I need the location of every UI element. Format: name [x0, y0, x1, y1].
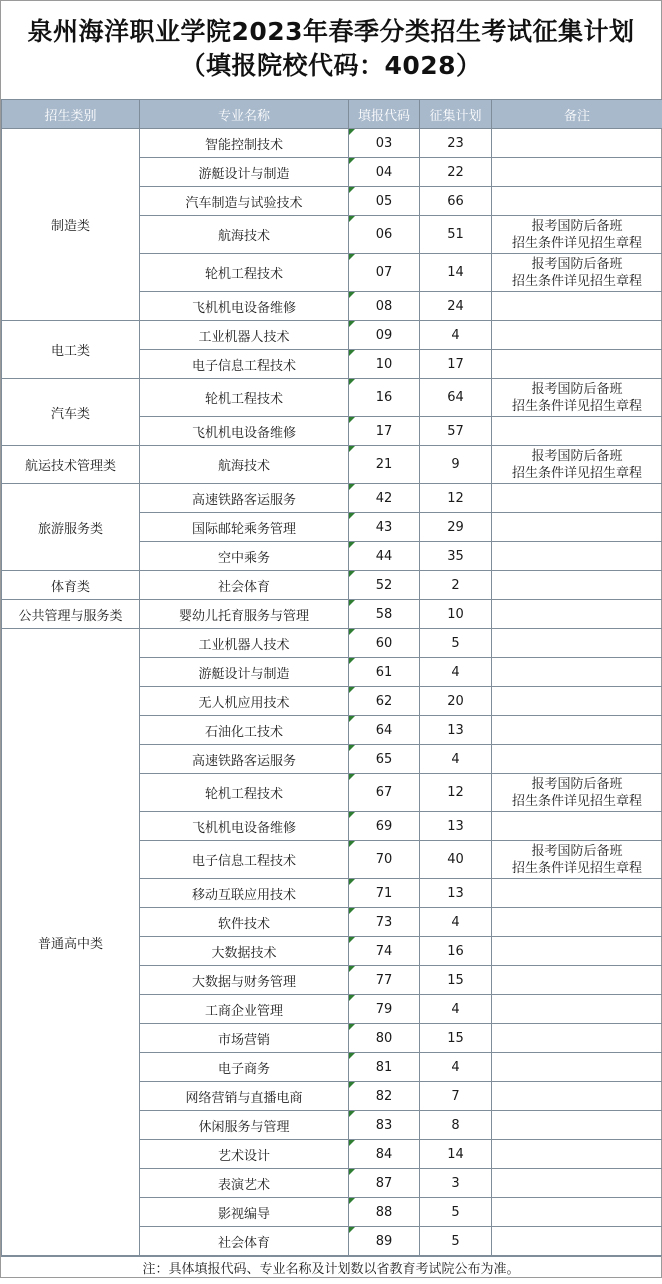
note-cell [492, 774, 662, 812]
plan-cell: 16 [420, 937, 492, 966]
note-cell [492, 937, 662, 966]
plan-cell: 51 [420, 216, 492, 254]
major-cell: 轮机工程技术 [140, 254, 349, 292]
code-cell: 61 [349, 658, 420, 687]
code-cell: 21 [349, 446, 420, 484]
header-category: 招生类别 [2, 100, 140, 129]
note-cell [492, 542, 662, 571]
note-line: 报考国防后备班 [492, 256, 662, 273]
major-cell: 轮机工程技术 [140, 379, 349, 417]
note-cell [492, 995, 662, 1024]
note-cell [492, 687, 662, 716]
plan-cell: 4 [420, 745, 492, 774]
note-cell [492, 417, 662, 446]
plan-cell: 3 [420, 1169, 492, 1198]
note-cell [492, 350, 662, 379]
plan-cell: 13 [420, 716, 492, 745]
plan-cell: 5 [420, 629, 492, 658]
note-cell [492, 1140, 662, 1169]
code-cell: 84 [349, 1140, 420, 1169]
major-cell: 电子信息工程技术 [140, 350, 349, 379]
table-header-row [2, 100, 662, 129]
note-cell [492, 1227, 662, 1256]
code-cell: 74 [349, 937, 420, 966]
note-cell [492, 513, 662, 542]
plan-cell: 15 [420, 1024, 492, 1053]
category-cell: 普通高中类 [2, 629, 140, 1256]
plan-cell: 12 [420, 774, 492, 812]
table-row [2, 600, 662, 629]
plan-cell: 64 [420, 379, 492, 417]
code-cell: 05 [349, 187, 420, 216]
code-cell: 88 [349, 1198, 420, 1227]
note-cell [492, 254, 662, 292]
code-cell: 67 [349, 774, 420, 812]
code-cell: 04 [349, 158, 420, 187]
major-cell: 智能控制技术 [140, 129, 349, 158]
code-cell: 80 [349, 1024, 420, 1053]
note-line: 报考国防后备班 [492, 776, 662, 793]
code-cell: 07 [349, 254, 420, 292]
major-cell: 轮机工程技术 [140, 774, 349, 812]
category-cell: 电工类 [2, 321, 140, 379]
note-cell [492, 841, 662, 879]
major-cell: 高速铁路客运服务 [140, 484, 349, 513]
note-line: 招生条件详见招生章程 [492, 793, 662, 810]
plan-cell: 66 [420, 187, 492, 216]
note-line: 招生条件详见招生章程 [492, 465, 662, 482]
category-cell: 汽车类 [2, 379, 140, 446]
code-cell: 43 [349, 513, 420, 542]
code-cell: 82 [349, 1082, 420, 1111]
code-cell: 79 [349, 995, 420, 1024]
header-plan: 征集计划 [420, 100, 492, 129]
table-row [2, 629, 662, 658]
table-row [2, 446, 662, 484]
note-cell [492, 484, 662, 513]
major-cell: 石油化工技术 [140, 716, 349, 745]
major-cell: 影视编导 [140, 1198, 349, 1227]
note-cell [492, 1198, 662, 1227]
table-row [2, 484, 662, 513]
note-cell [492, 158, 662, 187]
note-cell [492, 745, 662, 774]
document-title [1, 1, 661, 99]
plan-cell: 17 [420, 350, 492, 379]
note-cell [492, 879, 662, 908]
note-line: 报考国防后备班 [492, 381, 662, 398]
category-cell: 航运技术管理类 [2, 446, 140, 484]
note-cell [492, 629, 662, 658]
note-line: 招生条件详见招生章程 [492, 860, 662, 877]
note-cell [492, 321, 662, 350]
code-cell: 08 [349, 292, 420, 321]
code-cell: 65 [349, 745, 420, 774]
plan-cell: 22 [420, 158, 492, 187]
plan-cell: 15 [420, 966, 492, 995]
table-row [2, 379, 662, 417]
plan-cell: 2 [420, 571, 492, 600]
major-cell: 网络营销与直播电商 [140, 1082, 349, 1111]
plan-cell: 14 [420, 254, 492, 292]
code-cell: 73 [349, 908, 420, 937]
code-cell: 62 [349, 687, 420, 716]
major-cell: 移动互联应用技术 [140, 879, 349, 908]
note-cell [492, 1169, 662, 1198]
plan-cell: 10 [420, 600, 492, 629]
note-cell [492, 716, 662, 745]
note-cell [492, 187, 662, 216]
table-body [2, 129, 662, 1256]
plan-cell: 5 [420, 1227, 492, 1256]
plan-cell: 29 [420, 513, 492, 542]
plan-cell: 8 [420, 1111, 492, 1140]
code-cell: 52 [349, 571, 420, 600]
major-cell: 工业机器人技术 [140, 321, 349, 350]
major-cell: 航海技术 [140, 446, 349, 484]
code-cell: 71 [349, 879, 420, 908]
note-cell [492, 658, 662, 687]
title-line-2: （填报院校代码：4028） [1, 49, 661, 83]
code-cell: 09 [349, 321, 420, 350]
table-row [2, 571, 662, 600]
plan-cell: 20 [420, 687, 492, 716]
code-cell: 16 [349, 379, 420, 417]
note-cell [492, 1024, 662, 1053]
enrollment-table [1, 99, 662, 1256]
major-cell: 大数据与财务管理 [140, 966, 349, 995]
major-cell: 工业机器人技术 [140, 629, 349, 658]
plan-cell: 4 [420, 1053, 492, 1082]
major-cell: 表演艺术 [140, 1169, 349, 1198]
note-cell [492, 1053, 662, 1082]
code-cell: 81 [349, 1053, 420, 1082]
plan-cell: 40 [420, 841, 492, 879]
major-cell: 电子信息工程技术 [140, 841, 349, 879]
note-cell [492, 216, 662, 254]
major-cell: 大数据技术 [140, 937, 349, 966]
major-cell: 游艇设计与制造 [140, 658, 349, 687]
header-note: 备注 [492, 100, 662, 129]
major-cell: 电子商务 [140, 1053, 349, 1082]
code-cell: 77 [349, 966, 420, 995]
major-cell: 市场营销 [140, 1024, 349, 1053]
header-major: 专业名称 [140, 100, 349, 129]
plan-cell: 12 [420, 484, 492, 513]
note-cell [492, 379, 662, 417]
major-cell: 无人机应用技术 [140, 687, 349, 716]
plan-cell: 14 [420, 1140, 492, 1169]
code-cell: 17 [349, 417, 420, 446]
major-cell: 工商企业管理 [140, 995, 349, 1024]
plan-cell: 5 [420, 1198, 492, 1227]
note-cell [492, 908, 662, 937]
header-code: 填报代码 [349, 100, 420, 129]
note-cell [492, 129, 662, 158]
note-cell [492, 446, 662, 484]
note-cell [492, 966, 662, 995]
note-line: 招生条件详见招生章程 [492, 398, 662, 415]
major-cell: 高速铁路客运服务 [140, 745, 349, 774]
code-cell: 69 [349, 812, 420, 841]
code-cell: 64 [349, 716, 420, 745]
note-line: 招生条件详见招生章程 [492, 235, 662, 252]
category-cell: 制造类 [2, 129, 140, 321]
major-cell: 汽车制造与试验技术 [140, 187, 349, 216]
plan-cell: 4 [420, 658, 492, 687]
note-line: 报考国防后备班 [492, 448, 662, 465]
major-cell: 社会体育 [140, 571, 349, 600]
major-cell: 婴幼儿托育服务与管理 [140, 600, 349, 629]
code-cell: 89 [349, 1227, 420, 1256]
plan-cell: 13 [420, 879, 492, 908]
note-line: 报考国防后备班 [492, 218, 662, 235]
plan-cell: 4 [420, 908, 492, 937]
table-row [2, 129, 662, 158]
note-cell [492, 600, 662, 629]
code-cell: 03 [349, 129, 420, 158]
code-cell: 60 [349, 629, 420, 658]
code-cell: 10 [349, 350, 420, 379]
note-line: 报考国防后备班 [492, 843, 662, 860]
note-line: 招生条件详见招生章程 [492, 273, 662, 290]
major-cell: 游艇设计与制造 [140, 158, 349, 187]
major-cell: 空中乘务 [140, 542, 349, 571]
code-cell: 44 [349, 542, 420, 571]
code-cell: 83 [349, 1111, 420, 1140]
title-line-1: 泉州海洋职业学院2023年春季分类招生考试征集计划 [1, 15, 661, 49]
table-row [2, 321, 662, 350]
plan-cell: 57 [420, 417, 492, 446]
plan-cell: 4 [420, 995, 492, 1024]
major-cell: 航海技术 [140, 216, 349, 254]
code-cell: 42 [349, 484, 420, 513]
note-cell [492, 1082, 662, 1111]
major-cell: 国际邮轮乘务管理 [140, 513, 349, 542]
code-cell: 70 [349, 841, 420, 879]
code-cell: 06 [349, 216, 420, 254]
category-cell: 体育类 [2, 571, 140, 600]
category-cell: 公共管理与服务类 [2, 600, 140, 629]
plan-cell: 9 [420, 446, 492, 484]
major-cell: 艺术设计 [140, 1140, 349, 1169]
major-cell: 飞机机电设备维修 [140, 417, 349, 446]
footer-note: 注：具体填报代码、专业名称及计划数以省教育考试院公布为准。 [1, 1256, 661, 1284]
note-cell [492, 1111, 662, 1140]
major-cell: 软件技术 [140, 908, 349, 937]
note-cell [492, 292, 662, 321]
plan-cell: 7 [420, 1082, 492, 1111]
major-cell: 飞机机电设备维修 [140, 292, 349, 321]
note-cell [492, 812, 662, 841]
code-cell: 58 [349, 600, 420, 629]
major-cell: 休闲服务与管理 [140, 1111, 349, 1140]
plan-cell: 35 [420, 542, 492, 571]
note-cell [492, 571, 662, 600]
plan-cell: 24 [420, 292, 492, 321]
plan-cell: 23 [420, 129, 492, 158]
category-cell: 旅游服务类 [2, 484, 140, 571]
major-cell: 飞机机电设备维修 [140, 812, 349, 841]
plan-cell: 13 [420, 812, 492, 841]
plan-cell: 4 [420, 321, 492, 350]
major-cell: 社会体育 [140, 1227, 349, 1256]
code-cell: 87 [349, 1169, 420, 1198]
